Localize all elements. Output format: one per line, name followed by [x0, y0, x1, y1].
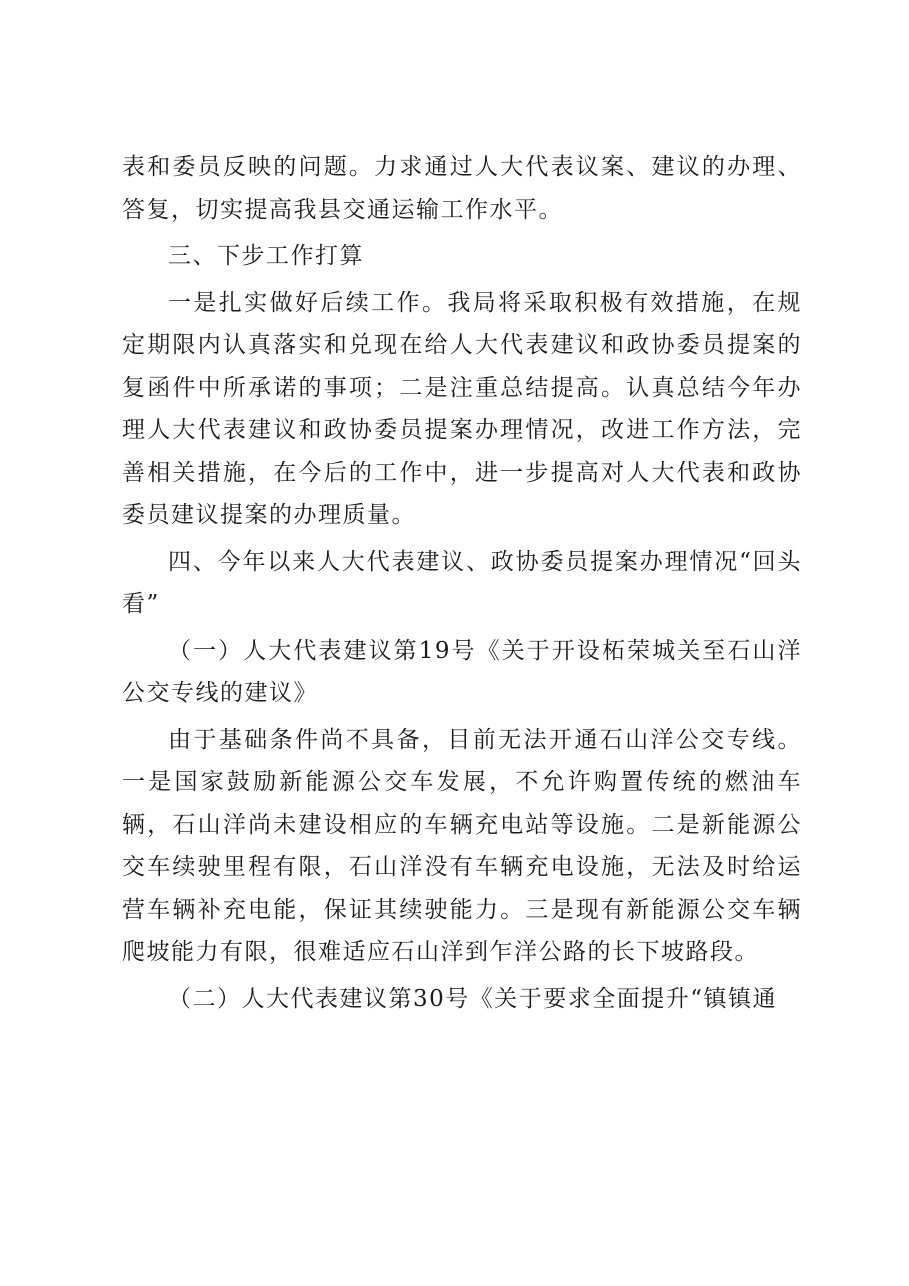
section-heading-review: 四、今年以来人大代表建议、政协委员提案办理情况“回头看” — [122, 548, 802, 617]
paragraph-continuation: 表和委员反映的问题。力求通过人大代表议案、建议的办理、答复，切实提高我县交通运输工作水平。 — [122, 154, 802, 223]
subheading-proposal-30: （二）人大代表建议第30号《关于要求全面提升“镇镇通 — [168, 985, 778, 1012]
subheading-proposal-19: （一）人大代表建议第19号《关于开设柘荣城关至石山洋公交专线的建议》 — [122, 637, 802, 706]
paragraph-next-steps: 一是扎实做好后续工作。我局将采取积极有效措施，在规定期限内认真落实和兑现在给人大代表建议和政协委员提案的复函件中所承诺的事项；二是注重总结提高。认真总结今年办理人大代表建议和政协委员提案办理情况，改进工作方法，完善相关措施，在今后的工作中，进一步提高对人大代表和政协委员建议提案的办理质量。 — [122, 289, 802, 528]
document-body — [122, 146, 802, 1020]
section-heading-next-steps: 三、下步工作打算 — [168, 243, 364, 269]
paragraph-proposal-19: 由于基础条件尚不具备，目前无法开通石山洋公交专线。一是国家鼓励新能源公交车发展，不允许购置传统的燃油车辆，石山洋尚未建设相应的车辆充电站等设施。二是新能源公交车续驶里程有限，石山洋没有车辆充电设施，无法及时给运营车辆补充电能，保证其续驶能力。三是现有新能源公交车辆爬坡能力有限，很难适应石山洋到乍洋公路的长下坡路段。 — [122, 726, 802, 965]
